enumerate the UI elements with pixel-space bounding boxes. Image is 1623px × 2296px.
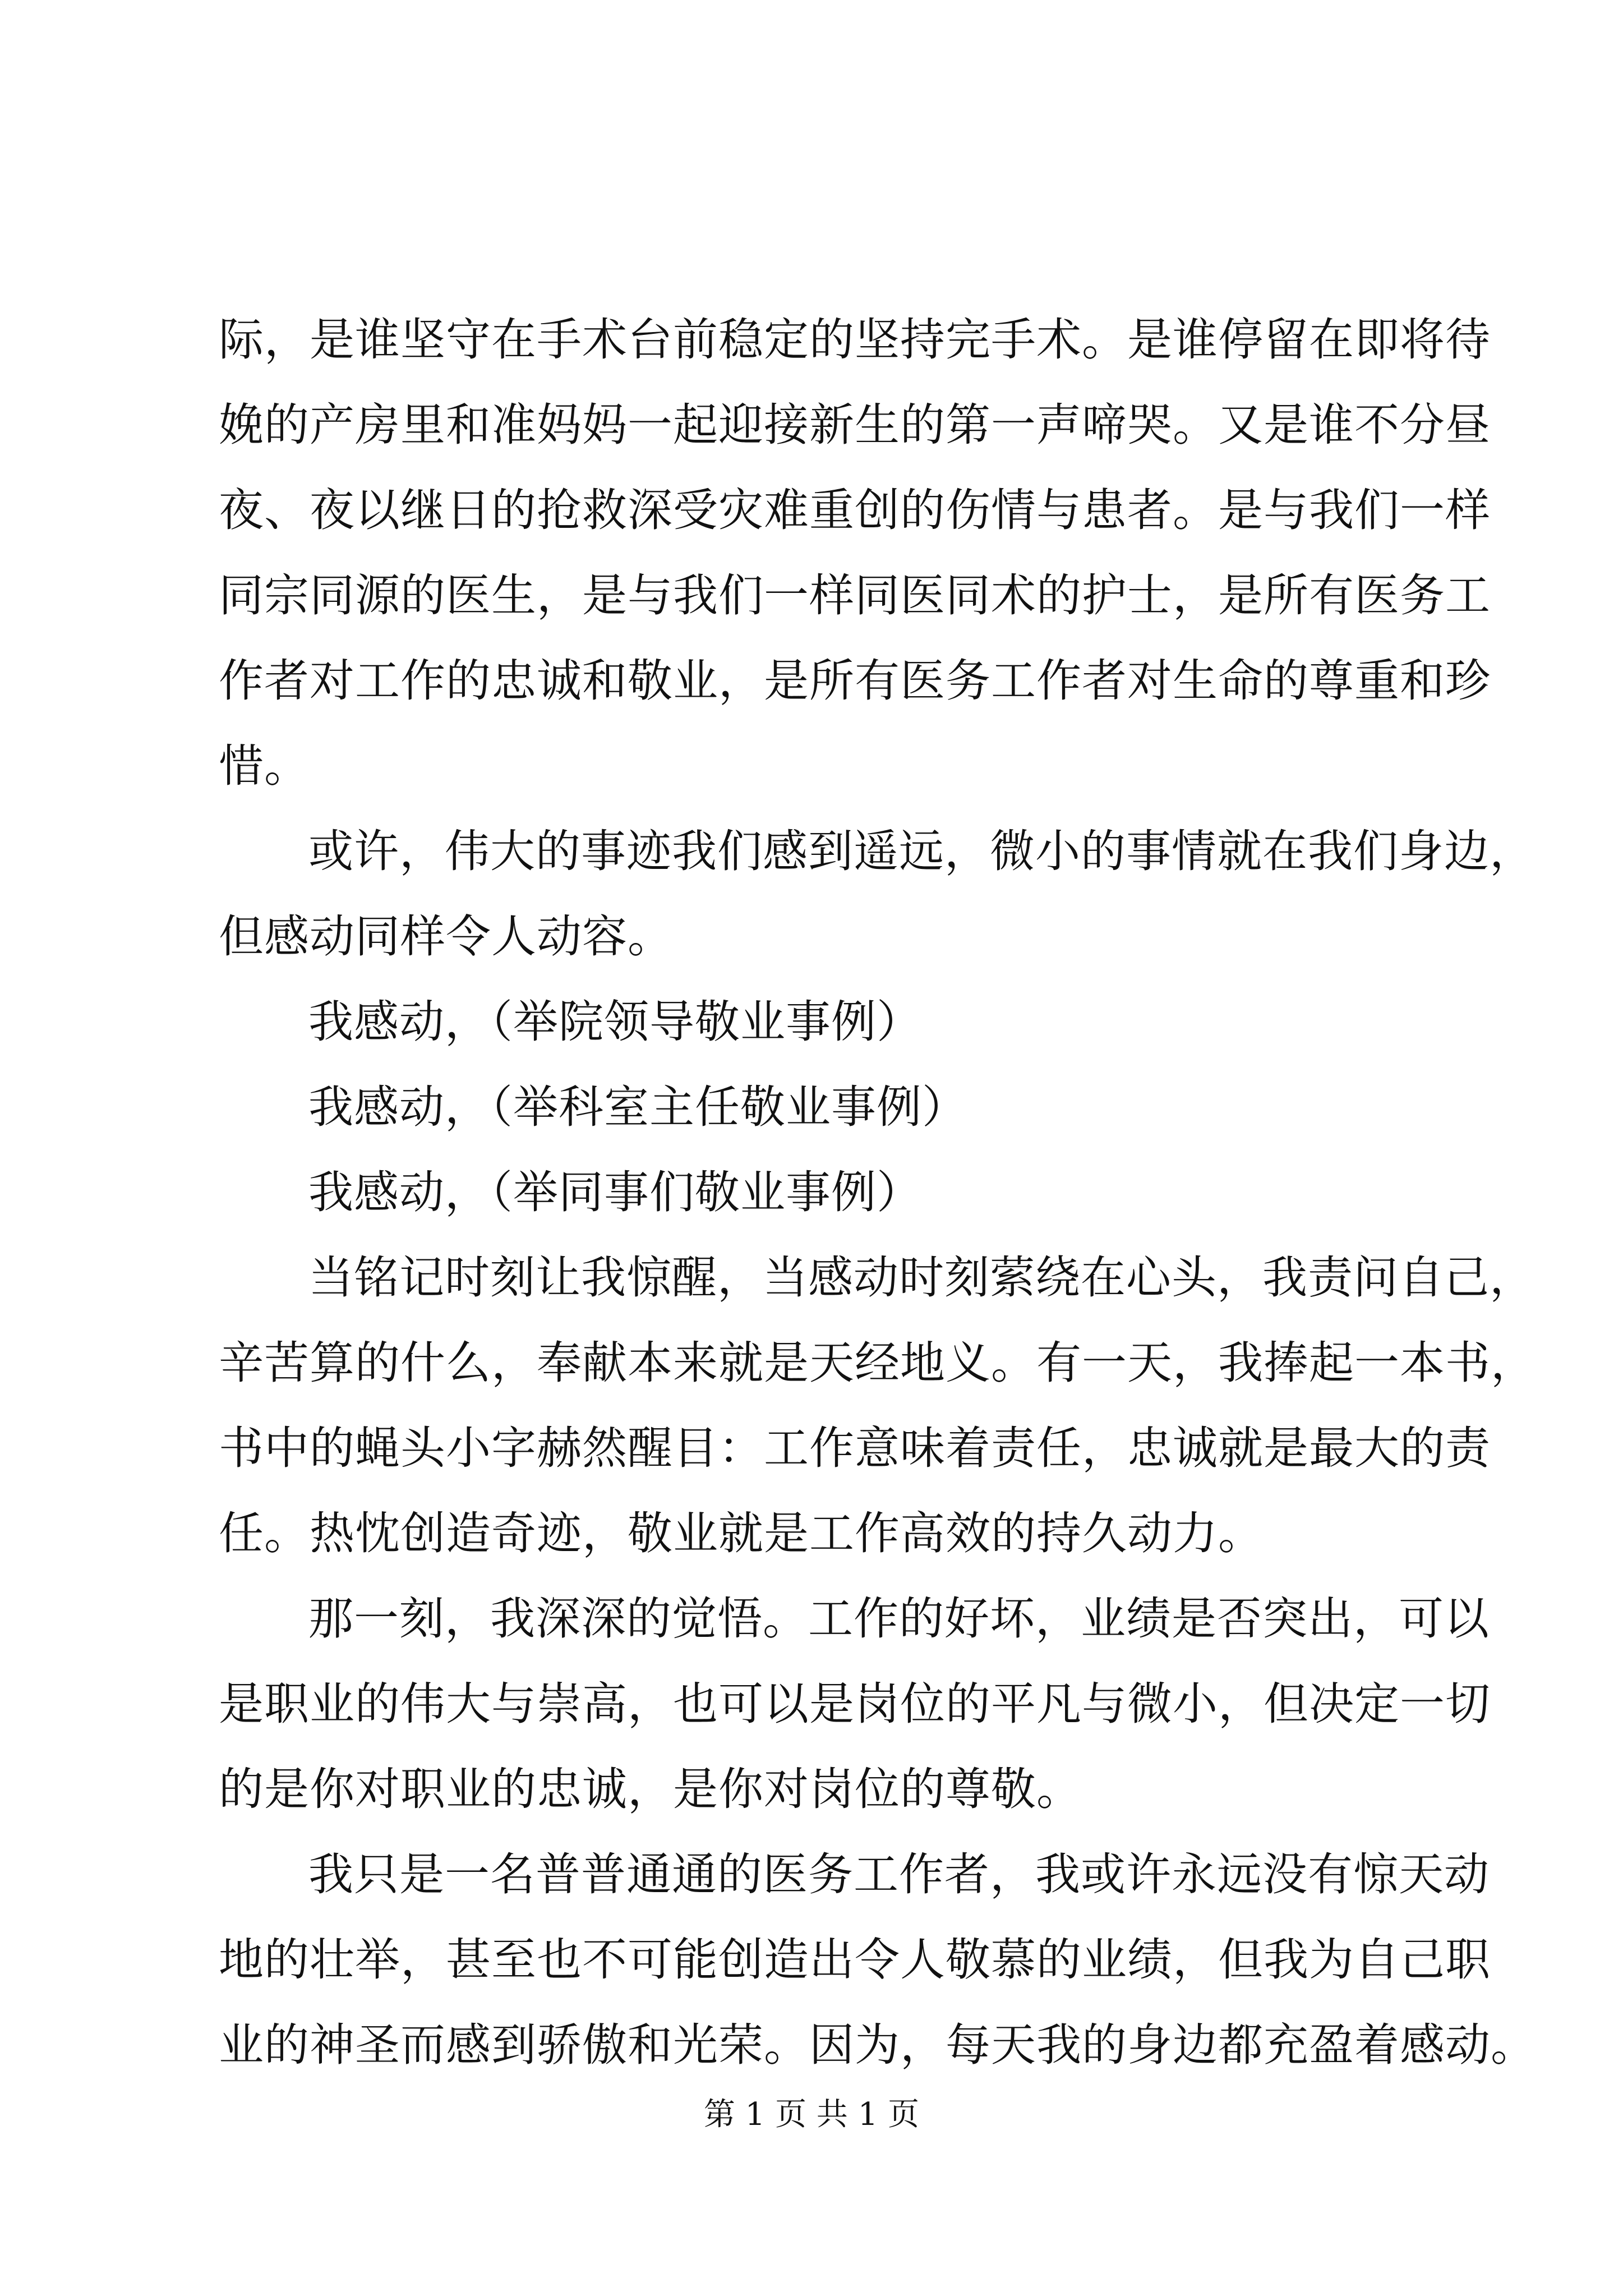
text-line: 地的壮举，甚至也不可能创造出令人敬慕的业绩，但我为自己职 [219, 1934, 1491, 1986]
text-line: 那一刻，我深深的觉悟。工作的好坏，业绩是否突出，可以 [308, 1593, 1490, 1645]
text-line: 任。热忱创造奇迹，敬业就是工作高效的持久动力。 [219, 1507, 1264, 1559]
text-line: 辛苦算的什么，奉献本来就是天经地义。有一天，我捧起一本书， [219, 1337, 1536, 1389]
text-line: 或许，伟大的事迹我们感到遥远，微小的事情就在我们身边， [308, 825, 1535, 877]
text-line: 惜。 [219, 740, 310, 792]
text-line: 书中的蝇头小字赫然醒目：工作意味着责任，忠诚就是最大的责 [219, 1422, 1491, 1474]
text-line: 我感动，（举院领导敬业事例） [308, 996, 922, 1048]
text-line: 我感动，（举同事们敬业事例） [308, 1166, 922, 1218]
text-line: 作者对工作的忠诚和敬业，是所有医务工作者对生命的尊重和珍 [219, 655, 1491, 707]
text-line: 的是你对职业的忠诚，是你对岗位的尊敬。 [219, 1763, 1082, 1815]
text-line: 我只是一名普普通通的医务工作者，我或许永远没有惊天动 [308, 1848, 1490, 1901]
text-line: 当铭记时刻让我惊醒，当感动时刻萦绕在心头，我责问自己， [308, 1251, 1535, 1304]
text-line: 娩的产房里和准妈妈一起迎接新生的第一声啼哭。又是谁不分昼 [219, 399, 1491, 451]
text-line: 际，是谁坚守在手术台前稳定的坚持完手术。是谁停留在即将待 [219, 314, 1491, 366]
body-text [219, 297, 1536, 2088]
text-line: 但感动同样令人动容。 [219, 910, 673, 963]
text-line: 夜、夜以继日的抢救深受灾难重创的伤情与患者。是与我们一样 [219, 484, 1491, 536]
text-line: 业的神圣而感到骄傲和光荣。因为，每天我的身边都充盈着感动。 [219, 2019, 1536, 2071]
text-line: 同宗同源的医生，是与我们一样同医同术的护士，是所有医务工 [219, 569, 1491, 622]
text-line: 是职业的伟大与崇高，也可以是岗位的平凡与微小，但决定一切 [219, 1678, 1491, 1730]
text-line: 我感动，（举科室主任敬业事例） [308, 1081, 967, 1133]
page-footer: 第 1 页 共 1 页 [703, 2096, 920, 2133]
